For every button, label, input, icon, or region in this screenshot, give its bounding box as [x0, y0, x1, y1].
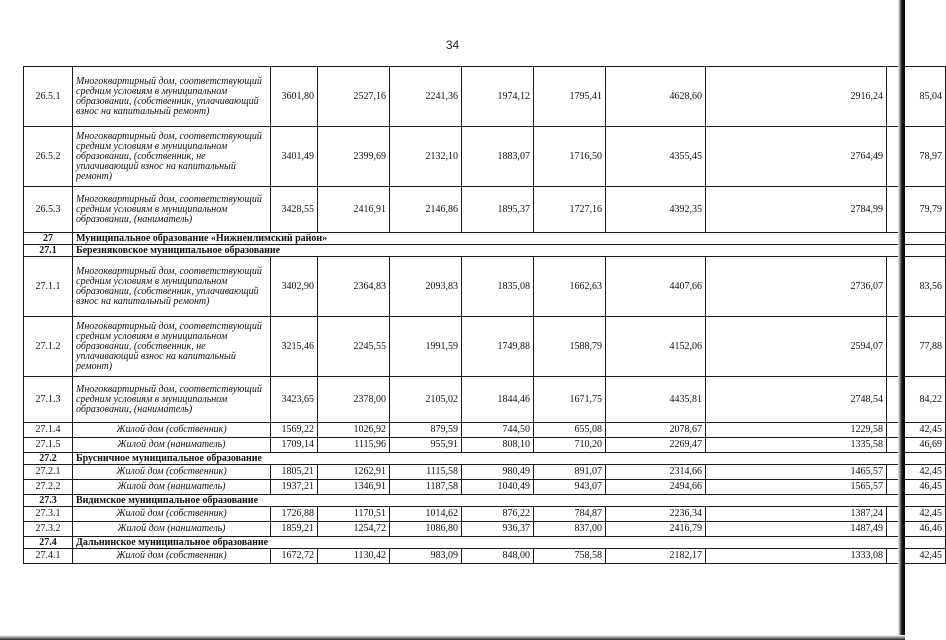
value-cell: 1937,21 [271, 480, 318, 495]
row-description: Многоквартирный дом, соответствующий средним условиям в муниципальном образовании, (собственник, не уплачивающий взнос на капитальный ремонт) [73, 317, 271, 377]
value-cell: 655,08 [534, 423, 606, 438]
table-row [24, 127, 946, 187]
value-cell: 1115,96 [318, 438, 390, 453]
section-title: Березняковское муниципальное образование [73, 245, 946, 257]
row-description: Многоквартирный дом, соответствующий средним условиям в муниципальном образовании, (наниматель) [73, 377, 271, 423]
value-cell: 2146,86 [390, 187, 462, 233]
value-cell: 1565,57 [706, 480, 887, 495]
row-description: Многоквартирный дом, соответствующий средним условиям в муниципальном образовании, (собственник, уплачивающий взнос на капитальный ремонт) [73, 257, 271, 317]
section-code: 27.1 [24, 245, 73, 257]
value-cell: 42,45 [887, 465, 946, 480]
section-header-row [24, 495, 946, 507]
value-cell: 2378,00 [318, 377, 390, 423]
value-cell: 4407,66 [606, 257, 706, 317]
value-cell: 1229,58 [706, 423, 887, 438]
value-cell: 891,07 [534, 465, 606, 480]
row-code: 27.2.1 [24, 465, 73, 480]
value-cell: 2269,47 [606, 438, 706, 453]
row-code: 27.1.2 [24, 317, 73, 377]
row-code: 27.3.2 [24, 522, 73, 537]
row-code: 27.2.2 [24, 480, 73, 495]
value-cell: 808,10 [462, 438, 534, 453]
row-code: 27.1.3 [24, 377, 73, 423]
table-row [24, 438, 946, 453]
value-cell: 1254,72 [318, 522, 390, 537]
section-header-row [24, 537, 946, 549]
row-code: 26.5.2 [24, 127, 73, 187]
value-cell: 1805,21 [271, 465, 318, 480]
value-cell: 46,69 [887, 438, 946, 453]
value-cell: 1262,91 [318, 465, 390, 480]
value-cell: 1588,79 [534, 317, 606, 377]
value-cell: 2416,79 [606, 522, 706, 537]
row-description: Многоквартирный дом, соответствующий средним условиям в муниципальном образовании, (собственник, не уплачивающий взнос на капитальный ремонт) [73, 127, 271, 187]
value-cell: 42,45 [887, 549, 946, 564]
value-cell: 758,58 [534, 549, 606, 564]
value-cell: 3601,80 [271, 67, 318, 127]
value-cell: 1726,88 [271, 507, 318, 522]
row-code: 27.4.1 [24, 549, 73, 564]
value-cell: 2078,67 [606, 423, 706, 438]
value-cell: 42,45 [887, 423, 946, 438]
value-cell: 980,49 [462, 465, 534, 480]
value-cell: 1974,12 [462, 67, 534, 127]
value-cell: 78,97 [887, 127, 946, 187]
value-cell: 1672,72 [271, 549, 318, 564]
table-row [24, 257, 946, 317]
scan-edge-right [898, 0, 905, 640]
table-row [24, 480, 946, 495]
tariff-table [23, 66, 946, 564]
section-code: 27.3 [24, 495, 73, 507]
value-cell: 2764,49 [706, 127, 887, 187]
value-cell: 1727,16 [534, 187, 606, 233]
table-row [24, 317, 946, 377]
value-cell: 3428,55 [271, 187, 318, 233]
section-code: 27 [24, 233, 73, 245]
value-cell: 1115,58 [390, 465, 462, 480]
value-cell: 2748,54 [706, 377, 887, 423]
row-description: Жилой дом (наниматель) [73, 480, 271, 495]
value-cell: 77,88 [887, 317, 946, 377]
value-cell: 710,20 [534, 438, 606, 453]
section-header-row [24, 453, 946, 465]
value-cell: 4628,60 [606, 67, 706, 127]
row-code: 27.1.4 [24, 423, 73, 438]
value-cell: 1709,14 [271, 438, 318, 453]
value-cell: 2527,16 [318, 67, 390, 127]
value-cell: 1883,07 [462, 127, 534, 187]
value-cell: 2594,07 [706, 317, 887, 377]
value-cell: 1844,46 [462, 377, 534, 423]
row-description: Жилой дом (собственник) [73, 465, 271, 480]
value-cell: 3215,46 [271, 317, 318, 377]
row-description: Жилой дом (собственник) [73, 423, 271, 438]
value-cell: 4435,81 [606, 377, 706, 423]
value-cell: 1014,62 [390, 507, 462, 522]
value-cell: 2132,10 [390, 127, 462, 187]
value-cell: 2736,07 [706, 257, 887, 317]
value-cell: 3423,65 [271, 377, 318, 423]
value-cell: 2416,91 [318, 187, 390, 233]
value-cell: 1716,50 [534, 127, 606, 187]
value-cell: 4355,45 [606, 127, 706, 187]
value-cell: 1335,58 [706, 438, 887, 453]
value-cell: 784,87 [534, 507, 606, 522]
section-code: 27.4 [24, 537, 73, 549]
value-cell: 4152,06 [606, 317, 706, 377]
table-row [24, 522, 946, 537]
row-description: Жилой дом (наниматель) [73, 522, 271, 537]
value-cell: 2241,36 [390, 67, 462, 127]
value-cell: 3402,90 [271, 257, 318, 317]
value-cell: 1671,75 [534, 377, 606, 423]
row-description: Жилой дом (собственник) [73, 549, 271, 564]
section-code: 27.2 [24, 453, 73, 465]
value-cell: 1487,49 [706, 522, 887, 537]
value-cell: 83,56 [887, 257, 946, 317]
page-number: 34 [445, 38, 460, 52]
table-row [24, 423, 946, 438]
table-row [24, 377, 946, 423]
row-code: 26.5.3 [24, 187, 73, 233]
value-cell: 1895,37 [462, 187, 534, 233]
value-cell: 1187,58 [390, 480, 462, 495]
value-cell: 1569,22 [271, 423, 318, 438]
row-code: 27.3.1 [24, 507, 73, 522]
row-code: 27.1.1 [24, 257, 73, 317]
value-cell: 1170,51 [318, 507, 390, 522]
value-cell: 4392,35 [606, 187, 706, 233]
value-cell: 1835,08 [462, 257, 534, 317]
value-cell: 46,45 [887, 480, 946, 495]
value-cell: 876,22 [462, 507, 534, 522]
value-cell: 943,07 [534, 480, 606, 495]
section-title: Видимское муниципальное образование [73, 495, 946, 507]
value-cell: 1662,63 [534, 257, 606, 317]
value-cell: 1026,92 [318, 423, 390, 438]
value-cell: 744,50 [462, 423, 534, 438]
section-header-row [24, 233, 946, 245]
value-cell: 85,04 [887, 67, 946, 127]
value-cell: 3401,49 [271, 127, 318, 187]
row-code: 27.1.5 [24, 438, 73, 453]
row-description: Жилой дом (собственник) [73, 507, 271, 522]
section-title: Муниципальное образование «Нижнеилимский район» [73, 233, 946, 245]
value-cell: 84,22 [887, 377, 946, 423]
row-description: Жилой дом (наниматель) [73, 438, 271, 453]
value-cell: 42,45 [887, 507, 946, 522]
value-cell: 1795,41 [534, 67, 606, 127]
table-row [24, 507, 946, 522]
row-code: 26.5.1 [24, 67, 73, 127]
value-cell: 2245,55 [318, 317, 390, 377]
value-cell: 2364,83 [318, 257, 390, 317]
value-cell: 1130,42 [318, 549, 390, 564]
value-cell: 936,37 [462, 522, 534, 537]
value-cell: 2494,66 [606, 480, 706, 495]
value-cell: 1346,91 [318, 480, 390, 495]
row-description: Многоквартирный дом, соответствующий средним условиям в муниципальном образовании, (наниматель) [73, 187, 271, 233]
value-cell: 837,00 [534, 522, 606, 537]
value-cell: 2916,24 [706, 67, 887, 127]
value-cell: 983,09 [390, 549, 462, 564]
value-cell: 79,79 [887, 187, 946, 233]
value-cell: 955,91 [390, 438, 462, 453]
row-description: Многоквартирный дом, соответствующий средним условиям в муниципальном образовании, (собственник, уплачивающий взнос на капитальный ремонт) [73, 67, 271, 127]
table-row [24, 187, 946, 233]
value-cell: 848,00 [462, 549, 534, 564]
value-cell: 879,59 [390, 423, 462, 438]
value-cell: 1086,80 [390, 522, 462, 537]
value-cell: 2314,66 [606, 465, 706, 480]
value-cell: 1859,21 [271, 522, 318, 537]
value-cell: 1749,88 [462, 317, 534, 377]
tariff-table-body [24, 67, 946, 564]
value-cell: 2105,02 [390, 377, 462, 423]
value-cell: 1333,08 [706, 549, 887, 564]
value-cell: 46,46 [887, 522, 946, 537]
section-header-row [24, 245, 946, 257]
value-cell: 2093,83 [390, 257, 462, 317]
value-cell: 1465,57 [706, 465, 887, 480]
table-row [24, 465, 946, 480]
value-cell: 2182,17 [606, 549, 706, 564]
table-row [24, 549, 946, 564]
section-title: Дальнинское муниципальное образование [73, 537, 946, 549]
value-cell: 1040,49 [462, 480, 534, 495]
table-row [24, 67, 946, 127]
value-cell: 1991,59 [390, 317, 462, 377]
scan-edge-bottom [0, 635, 905, 640]
section-title: Брусничное муниципальное образование [73, 453, 946, 465]
value-cell: 2399,69 [318, 127, 390, 187]
value-cell: 2236,34 [606, 507, 706, 522]
value-cell: 1387,24 [706, 507, 887, 522]
value-cell: 2784,99 [706, 187, 887, 233]
